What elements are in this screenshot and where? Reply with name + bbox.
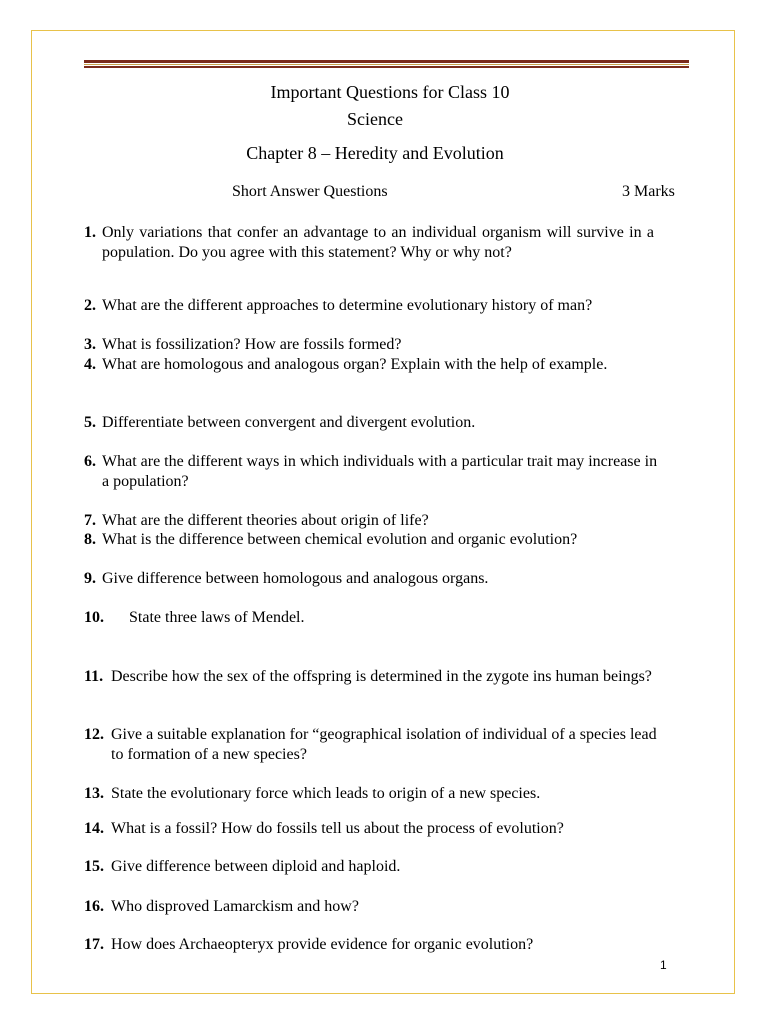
chapter-title: Chapter 8 – Heredity and Evolution xyxy=(246,143,504,163)
subject-title: Science xyxy=(347,109,403,129)
question-text: What is the difference between chemical evolution and organic evolution? xyxy=(102,531,578,548)
question-text: What are homologous and analogous organ? Explain with the help of example. xyxy=(102,356,608,373)
question-text: Differentiate between convergent and divergent evolution. xyxy=(102,414,476,431)
question-item xyxy=(84,857,684,877)
question-number: 15. xyxy=(84,858,104,875)
question-item xyxy=(84,569,684,589)
marks-label: 3 Marks xyxy=(622,183,675,200)
question-text: Give a suitable explanation for “geographical isolation of individual of a species lead to formation of a new species? xyxy=(111,726,657,763)
question-text: What are the different theories about origin of life? xyxy=(102,512,429,529)
question-text: State the evolutionary force which leads to origin of a new species. xyxy=(111,785,541,802)
question-number: 8. xyxy=(84,531,96,548)
question-item xyxy=(84,530,684,550)
question-number: 17. xyxy=(84,936,104,953)
header-rule-accent xyxy=(84,64,689,65)
header-rule xyxy=(84,60,689,63)
question-text: How does Archaeopteryx provide evidence for organic evolution? xyxy=(111,936,534,953)
question-item xyxy=(84,223,654,263)
question-number: 6. xyxy=(84,453,96,470)
question-text: What is fossilization? How are fossils formed? xyxy=(102,336,402,353)
question-item xyxy=(84,511,684,531)
question-number: 16. xyxy=(84,898,104,915)
question-number: 2. xyxy=(84,297,96,314)
header-rule-lower xyxy=(84,66,689,68)
question-number: 5. xyxy=(84,414,96,431)
question-number: 7. xyxy=(84,512,96,529)
question-item xyxy=(84,296,684,316)
question-item xyxy=(84,935,684,955)
question-number: 11. xyxy=(84,668,104,685)
question-item xyxy=(84,335,684,355)
question-text: Only variations that confer an advantage to an individual organism will survive in a population. Do you agree with this statement? Why or why not? xyxy=(102,224,654,261)
question-number: 4. xyxy=(84,356,96,373)
question-item xyxy=(84,608,684,628)
question-text: What is a fossil? How do fossils tell us about the process of evolution? xyxy=(111,820,564,837)
question-number: 9. xyxy=(84,570,96,587)
question-item xyxy=(84,725,664,765)
page-number: 1 xyxy=(660,958,667,972)
question-item xyxy=(84,784,684,804)
document-title: Important Questions for Class 10 xyxy=(270,82,510,102)
question-item xyxy=(84,355,652,375)
question-number: 12. xyxy=(84,726,104,743)
question-item xyxy=(84,819,684,839)
question-number: 14. xyxy=(84,820,104,837)
question-number: 1. xyxy=(84,224,96,241)
question-item xyxy=(84,897,684,917)
question-text: State three laws of Mendel. xyxy=(129,609,305,626)
question-text: Give difference between diploid and haploid. xyxy=(111,858,401,875)
question-number: 3. xyxy=(84,336,96,353)
question-item xyxy=(84,413,684,433)
question-item xyxy=(84,452,664,492)
question-text: What are the different approaches to determine evolutionary history of man? xyxy=(102,297,593,314)
question-number: 10. xyxy=(84,609,104,626)
section-label: Short Answer Questions xyxy=(232,183,388,200)
question-text: What are the different ways in which individuals with a particular trait may increase in a population? xyxy=(102,453,658,490)
question-text: Who disproved Lamarckism and how? xyxy=(111,898,359,915)
question-item xyxy=(84,667,674,687)
question-number: 13. xyxy=(84,785,104,802)
question-text: Give difference between homologous and analogous organs. xyxy=(102,570,489,587)
question-text: Describe how the sex of the offspring is determined in the zygote ins human beings? xyxy=(111,668,652,685)
